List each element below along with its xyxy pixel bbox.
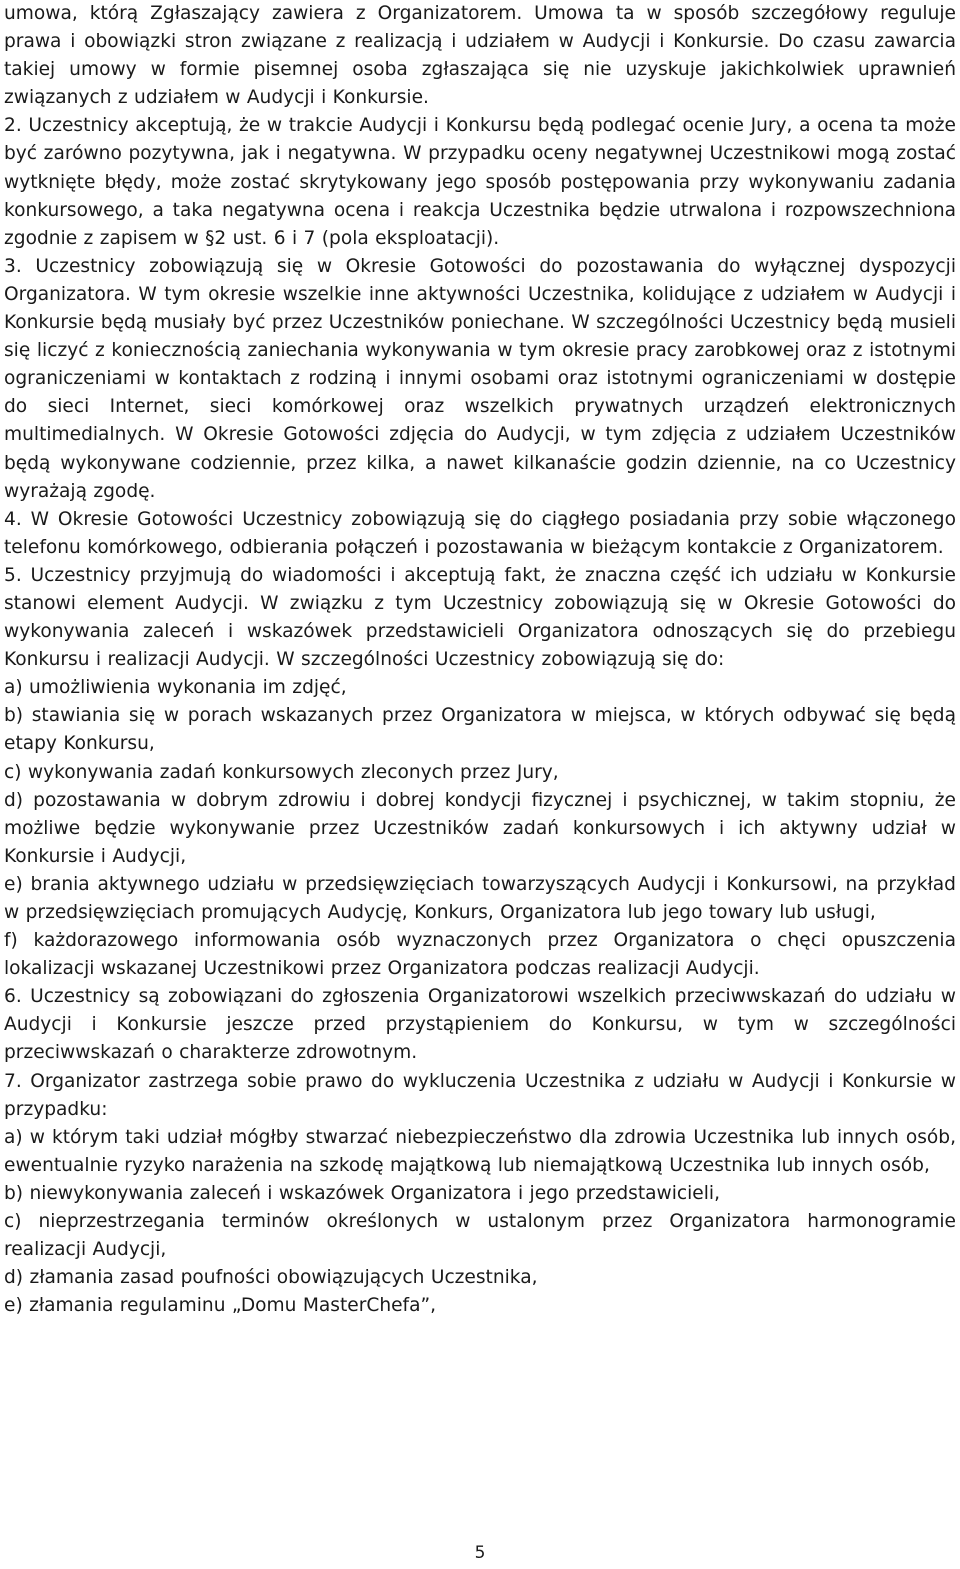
list-item-7b: b) niewykonywania zaleceń i wskazówek Organizatora i jego przedstawicieli, xyxy=(4,1182,720,1204)
paragraph-item-6: 6. Uczestnicy są zobowiązani do zgłoszenia Organizatorowi wszelkich przeciwwskazań do udziału w Audycji i Konkursie jeszcze przed przystąpieniem do Konkursu, w tym w szczególności przeciwwskazań o charakterze zdrowotnym. xyxy=(4,986,956,1064)
list-item-5a: a) umożliwienia wykonania im zdjęć, xyxy=(4,677,347,699)
list-item-5b: b) stawiania się w porach wskazanych przez Organizatora w miejsca, w których odbywać się będą etapy Konkursu, xyxy=(4,705,956,755)
list-item-7d: d) złamania zasad poufności obowiązujących Uczestnika, xyxy=(4,1267,538,1289)
list-item-5d: d) pozostawania w dobrym zdrowiu i dobrej kondycji fizycznej i psychicznej, w takim stopniu, że możliwe będzie wykonywanie przez Uczestników zadań konkursowych i ich aktywny udział w Konkursie i Audycji, xyxy=(4,789,956,867)
page-number: 5 xyxy=(474,1543,486,1563)
paragraph-item-2: 2. Uczestnicy akceptują, że w trakcie Audycji i Konkursu będą podlegać ocenie Jury, a ocena ta może być zarówno pozytywna, jak i negatywna. W przypadku oceny negatywnej Uczestnikowi mogą zostać wytknięte błędy, może zostać skrytykowany jego sposób postępowania przy wykonywaniu zadania konkursowego, a taka negatywna ocena i reakcja Uczestnika będzie utrwalona i rozpowszechniona zgodnie z zapisem w §2 ust. 6 i 7 (pola eksploatacji). xyxy=(4,115,956,249)
document-body xyxy=(4,0,956,1320)
paragraph-item-5: 5. Uczestnicy przyjmują do wiadomości i akceptują fakt, że znaczna część ich udziału w Konkursie stanowi element Audycji. W związku z tym Uczestnicy zobowiązują się w Okresie Gotowości do wykonywania zaleceń i wskazówek przedstawicieli Organizatora odnoszących się do przebiegu Konkursu i realizacji Audycji. W szczególności Uczestnicy zobowiązują się do: xyxy=(4,564,956,671)
list-item-5e: e) brania aktywnego udziału w przedsięwzięciach towarzyszących Audycji i Konkursowi, na przykład w przedsięwzięciach promujących Audycję, Konkurs, Organizatora lub jego towary lub usługi, xyxy=(4,873,956,923)
list-item-5f: f) każdorazowego informowania osób wyznaczonych przez Organizatora o chęci opuszczenia lokalizacji wskazanej Uczestnikowi przez Organizatora podczas realizacji Audycji. xyxy=(4,930,956,980)
paragraph-continuation: umowa, którą Zgłaszający zawiera z Organizatorem. Umowa ta w sposób szczegółowy reguluje prawa i obowiązki stron związane z realizacją i udziałem w Audycji i Konkursie. Do czasu zawarcia takiej umowy w formie pisemnej osoba zgłaszająca się nie uzyskuje jakichkolwiek uprawnień związanych z udziałem w Audycji i Konkursie. xyxy=(4,3,956,109)
list-item-7c: c) nieprzestrzegania terminów określonych w ustalonym przez Organizatora harmonogramie realizacji Audycji, xyxy=(4,1211,956,1261)
paragraph-item-4: 4. W Okresie Gotowości Uczestnicy zobowiązują się do ciągłego posiadania przy sobie włączonego telefonu komórkowego, odbierania połączeń i pozostawania w bieżącym kontakcie z Organizatorem. xyxy=(4,508,956,558)
list-item-7e: e) złamania regulaminu „Domu MasterChefa”, xyxy=(4,1295,437,1317)
list-item-5c: c) wykonywania zadań konkursowych zleconych przez Jury, xyxy=(4,761,559,783)
paragraph-item-3: 3. Uczestnicy zobowiązują się w Okresie Gotowości do pozostawania do wyłącznej dyspozycji Organizatora. W tym okresie wszelkie inne aktywności Uczestnika, kolidujące z udziałem w Audycji i Konkursie będą musiały być przez Uczestników poniechane. W szczególności Uczestnicy będą musieli się liczyć z koniecznością zaniechania wykonywania w tym okresie pracy zarobkowej oraz z istotnymi ograniczeniami w kontaktach z rodziną i innymi osobami oraz istotnymi ograniczeniami w dostępie do sieci Internet, sieci komórkowej oraz wszelkich prywatnych urządzeń elektronicznych multimedialnych. W Okresie Gotowości zdjęcia do Audycji, w tym zdjęcia z udziałem Uczestników będą wykonywane codziennie, przez kilka, a nawet kilkanaście godzin dziennie, na co Uczestnicy wyrażają zgodę. xyxy=(4,255,956,502)
list-item-7a: a) w którym taki udział mógłby stwarzać niebezpieczeństwo dla zdrowia Uczestnika lub innych osób, ewentualnie ryzyko narażenia na szkodę majątkową lub niemajątkową Uczestnika lub innych osób, xyxy=(4,1126,956,1176)
paragraph-item-7: 7. Organizator zastrzega sobie prawo do wykluczenia Uczestnika z udziału w Audycji i Konkursie w przypadku: xyxy=(4,1070,956,1120)
